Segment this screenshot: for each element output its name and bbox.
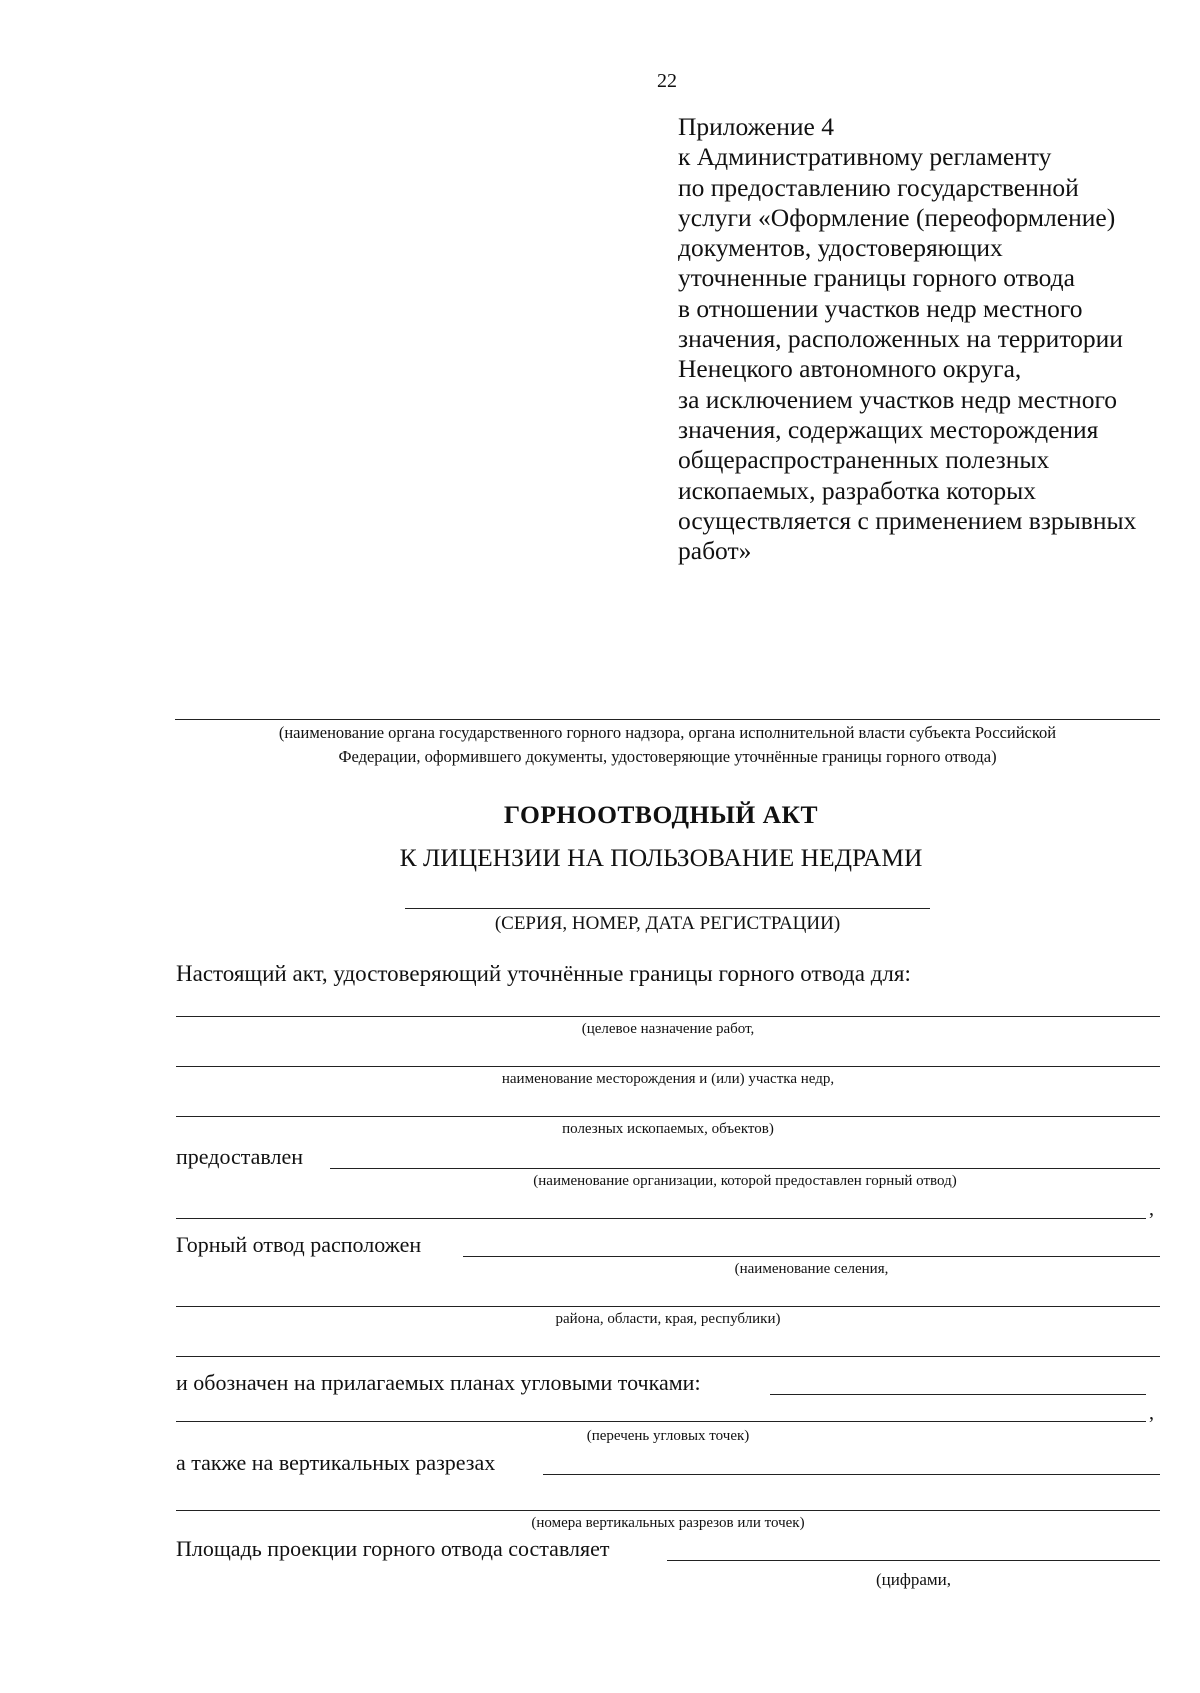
authority-name-field[interactable] bbox=[175, 719, 1160, 720]
appendix-line: общераспространенных полезных bbox=[678, 445, 1050, 475]
caption-deposit: наименование месторождения и (или) участка недр, bbox=[501, 1071, 835, 1087]
comma: , bbox=[1149, 1402, 1154, 1424]
organization-field-continued[interactable] bbox=[176, 1218, 1146, 1219]
appendix-line: ископаемых, разработка которых bbox=[678, 475, 1036, 505]
region-field[interactable] bbox=[176, 1306, 1160, 1307]
appendix-line: уточненные границы горного отвода bbox=[678, 263, 1075, 293]
region-field-continued[interactable] bbox=[176, 1356, 1160, 1357]
label-vertical-sections: а также на вертикальных разрезах bbox=[176, 1450, 496, 1475]
intro-text: Настоящий акт, удостоверяющий уточнённые границы горного отвода для: bbox=[176, 961, 911, 986]
vertical-sections-field[interactable] bbox=[543, 1474, 1160, 1475]
caption-purpose: (целевое назначение работ, bbox=[581, 1021, 755, 1037]
appendix-line: к Административному регламенту bbox=[678, 142, 1052, 172]
caption-digits: (цифрами, bbox=[875, 1570, 952, 1589]
minerals-field[interactable] bbox=[176, 1116, 1160, 1117]
authority-caption-line2: Федерации, оформившего документы, удостоверяющие уточнённые границы горного отвода) bbox=[338, 747, 997, 766]
comma: , bbox=[1149, 1198, 1154, 1220]
caption-organization: (наименование организации, которой предоставлен горный отвод) bbox=[533, 1173, 957, 1189]
corner-points-field-continued[interactable] bbox=[176, 1421, 1146, 1422]
appendix-line: за исключением участков недр местного bbox=[678, 384, 1118, 414]
label-area: Площадь проекции горного отвода составляет bbox=[176, 1536, 610, 1561]
document-title: ГОРНООТВОДНЫЙ АКТ bbox=[503, 800, 819, 829]
caption-region: района, области, края, республики) bbox=[555, 1311, 781, 1327]
appendix-line: осуществляется с применением взрывных bbox=[678, 505, 1137, 535]
purpose-field[interactable] bbox=[176, 1016, 1160, 1017]
appendix-line: Ненецкого автономного округа, bbox=[678, 354, 1022, 384]
label-location: Горный отвод расположен bbox=[176, 1232, 422, 1257]
document-subtitle: К ЛИЦЕНЗИИ НА ПОЛЬЗОВАНИЕ НЕДРАМИ bbox=[399, 843, 923, 872]
deposit-field[interactable] bbox=[176, 1066, 1160, 1067]
appendix-line: документов, удостоверяющих bbox=[678, 233, 1003, 263]
authority-caption-line1: (наименование органа государственного горного надзора, органа исполнительной власти субъекта Российской bbox=[278, 723, 1057, 742]
organization-field[interactable] bbox=[330, 1168, 1160, 1169]
appendix-line: значения, расположенных на территории bbox=[678, 324, 1123, 354]
appendix-line: значения, содержащих месторождения bbox=[678, 414, 1099, 444]
appendix-line: в отношении участков недр местного bbox=[678, 293, 1083, 323]
appendix-line: работ» bbox=[678, 536, 752, 566]
page-number: 22 bbox=[657, 70, 677, 92]
settlement-field[interactable] bbox=[463, 1256, 1160, 1257]
caption-vertical-sections: (номера вертикальных разрезов или точек) bbox=[531, 1515, 805, 1531]
appendix-line: по предоставлению государственной bbox=[678, 172, 1079, 202]
vertical-sections-field-continued[interactable] bbox=[176, 1510, 1160, 1511]
appendix-line: Приложение 4 bbox=[678, 112, 834, 141]
caption-settlement: (наименование селения, bbox=[734, 1261, 889, 1277]
label-provided: предоставлен bbox=[176, 1144, 304, 1169]
appendix-header bbox=[678, 112, 1178, 566]
corner-points-field[interactable] bbox=[770, 1394, 1146, 1395]
registration-caption: (СЕРИЯ, НОМЕР, ДАТА РЕГИСТРАЦИИ) bbox=[494, 913, 841, 934]
caption-minerals: полезных ископаемых, объектов) bbox=[562, 1121, 774, 1137]
appendix-line: услуги «Оформление (переоформление) bbox=[678, 202, 1116, 232]
registration-field[interactable] bbox=[405, 908, 930, 909]
area-field[interactable] bbox=[667, 1560, 1160, 1561]
caption-corner-points: (перечень угловых точек) bbox=[586, 1428, 750, 1444]
label-corner-points: и обозначен на прилагаемых планах угловыми точками: bbox=[176, 1370, 701, 1395]
